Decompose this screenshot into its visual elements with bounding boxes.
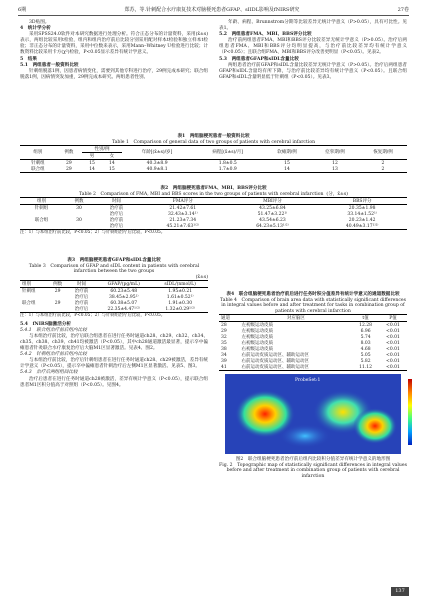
subsection-heading: 5.3 两组患者GFAP和sIDL含量比较 — [219, 56, 299, 62]
table2-block — [20, 186, 407, 236]
cell: 治疗后 — [74, 306, 89, 312]
page-number: 137 — [391, 587, 409, 596]
cell: 60.38±5.07 — [110, 300, 138, 306]
cell: 右前运动皮质运动区、辅助运动区 — [241, 358, 309, 364]
cell: 治疗前 — [109, 217, 124, 223]
cell: 43.25±6.84 — [259, 205, 286, 211]
right-column-bottom — [219, 292, 407, 480]
cell: 治疗后 — [109, 223, 124, 229]
table-header: P值 — [389, 315, 397, 321]
cell: 左初级运动皮质 — [241, 334, 273, 340]
cell: 21.42±7.61 — [169, 205, 197, 211]
cell: 12.28 — [359, 322, 373, 328]
cell: 51.47±3.22¹⁾ — [257, 211, 288, 217]
cell: 治疗前 — [74, 300, 89, 306]
cell: 治疗后 — [74, 294, 89, 300]
cell: 针刺组 — [34, 205, 49, 211]
table-header: FMA评分 — [172, 198, 193, 204]
map-label: ProbeSet:1 — [295, 378, 321, 384]
cell: 30 — [76, 205, 82, 211]
left-column-bottom — [20, 258, 208, 389]
cell: 11.12 — [359, 364, 373, 370]
para: 治疗后患者在进行任务时通道ch28被激活，差异有统计学意义（P<0.05），提示联合组患者M1区积分值高于对照组（P<0.05）。见图4。 — [20, 376, 208, 388]
cell: 左初级运动皮质 — [241, 328, 273, 334]
cell: 60.23±5.48 — [110, 288, 138, 294]
subsection-heading: 5.1 两组患者一般资料比较 — [20, 62, 79, 68]
cell: <0.01 — [386, 328, 400, 334]
article-running-title: 郑苏，等.针刺配合水疗康复技术对脑梗死患者GFAP、sIIDL影响及fNIRS研究 — [124, 7, 300, 13]
issue-label: 6期 — [18, 7, 27, 13]
para: 治疗前两组患者FMA、MBI和BBS评分比较差异无统计学意义（P>0.05）。治疗后两组患者FMA、MBI和BBS评分均明显提高，与治疗前比较差异均有统计学意义（P<0.05）；且联合组FMA、MBI和BBS评分改善更明显（P<0.05）。见表2。 — [219, 38, 407, 56]
subsubsection-heading: 5.4.1 联合组治疗前后组内比较 — [20, 327, 87, 333]
cell: 29 — [54, 288, 61, 294]
cell: 43.54±6.23 — [259, 217, 286, 223]
cell: 41 — [221, 364, 227, 370]
cell: 右初级运动皮质 — [241, 340, 273, 346]
section-heading: 5 结果 — [20, 56, 37, 62]
cell: 40.9±8.1 — [146, 166, 168, 172]
table-header: 恢复期/例 — [373, 150, 393, 156]
cell: 15 — [109, 166, 115, 172]
cell: 15 — [89, 160, 95, 166]
table-header: t值 — [362, 315, 369, 321]
cell: 15 — [284, 160, 290, 166]
cell: 针刺组 — [22, 288, 36, 294]
table3-unit: (x̄±s) — [195, 274, 208, 280]
cell: 14 — [109, 160, 115, 166]
cell: 29 — [54, 300, 61, 306]
table-header: 痉挛期/例 — [325, 150, 345, 156]
cell: 29 — [221, 328, 227, 334]
table-header: 年龄[(x̄±s)/岁] — [141, 150, 173, 156]
cell: <0.01 — [386, 322, 400, 328]
cell: <0.01 — [386, 352, 400, 358]
table4-title-en: Table 4 Comparison of brain area data with statistically significant differences in integral values before and after treatment for tasks in combination group of patients with cerebral infarction — [220, 297, 406, 314]
cell: 1.95±0.21 — [168, 288, 193, 294]
cell: 6.96 — [360, 328, 371, 334]
cell: <0.01 — [386, 340, 400, 346]
cell: 4.68 — [360, 346, 371, 352]
cell: 2 — [381, 160, 385, 166]
para: 3D贴图。 — [29, 20, 50, 25]
table3-title-en: Table 3 Comparison of GFAP and sIDL content in patients with cerebral infarction between the two groups — [28, 263, 200, 275]
table-header: 组别 — [33, 150, 43, 156]
table-header: GFAP/(pg/mL) — [107, 281, 140, 287]
cell: 45.21±7.63¹⁾²⁾ — [166, 223, 200, 229]
para: 年龄、病程、Brunnstrom分期等比较差异无统计学意义（P>0.05），具有可比性。见表1。 — [219, 20, 407, 32]
para: 与本组治疗前比较，治疗后针刺组患者在进行任务时通道ch28、ch29被激活，差异有统计学意义（P<0.05），提示卒中偏瘫患者针刺治疗后左侧M1区显著激活。见表5、图3。 — [20, 358, 208, 370]
table-header: BBS评分 — [352, 198, 372, 204]
left-column-top — [20, 20, 208, 81]
fig2-caption-en: Fig. 2 Topographic map of statistically significant differences in integral values before and after treatment in combination group of patients with cerebral infarction — [219, 462, 407, 480]
cell: 32 — [221, 334, 227, 340]
table4-title: 表4 联合组脑梗死患者治疗前后进行任务时积分值差异有统计学意义的通道数据比较 — [226, 292, 400, 297]
table-header: 例数 — [64, 150, 74, 156]
color-scale-bar — [408, 379, 412, 445]
table2-unit: (分，x̄±s) — [326, 191, 348, 197]
cell: 治疗后 — [109, 211, 124, 217]
cell: 39 — [221, 358, 227, 364]
table-header: 例数 — [74, 198, 84, 204]
cell: 治疗前 — [109, 205, 124, 211]
cell: 1.8±0.5 — [218, 160, 237, 166]
cell: 右前运动皮质运动区、辅助运动区 — [241, 364, 309, 370]
cell: 29 — [66, 160, 72, 166]
cell: 12 — [332, 160, 338, 166]
table-header: MBI评分 — [263, 198, 282, 204]
cell: 20.23±1.42 — [348, 217, 376, 223]
cell: 32.43±3.14¹⁾ — [167, 211, 198, 217]
table1-title: 表1 两组脑梗死患者一般资料比较 — [177, 134, 250, 139]
right-column-top — [219, 20, 407, 81]
cell: 38.45±2.95¹⁾ — [108, 294, 139, 300]
table-header: 通道 — [221, 315, 230, 321]
cell: 35 — [221, 340, 227, 346]
table-row — [20, 223, 407, 229]
cell: 5.74 — [360, 334, 371, 340]
table-header: 病程[(x̄±s)/月] — [212, 150, 244, 156]
table-header: 对应脑区 — [286, 315, 305, 321]
table4 — [219, 314, 407, 371]
table2 — [20, 197, 407, 230]
cell: 1.91±0.30 — [168, 300, 193, 306]
table-row — [20, 166, 407, 172]
cell: 20.35±1.98 — [348, 205, 376, 211]
fig2-caption: 图2 联合组脑梗死患者治疗前后组内比较积分值差异有统计学意义的地形图 — [235, 457, 391, 463]
cell: 1.32±0.29¹⁾²⁾ — [165, 306, 195, 312]
cell: 30 — [76, 217, 82, 223]
table-header: 时间 — [111, 198, 121, 204]
cell: 1.61±0.52¹⁾ — [166, 294, 194, 300]
table1 — [20, 145, 407, 173]
table-header: 女 — [109, 153, 115, 159]
cell: 64.23±5.13¹⁾²⁾ — [256, 223, 289, 229]
cell — [47, 306, 67, 312]
cell: 治疗前 — [74, 288, 89, 294]
cell: 右前运动皮质运动区、辅助运动区 — [241, 352, 309, 358]
cell: 联合组 — [22, 300, 36, 306]
cell: 21.23±7.34 — [169, 217, 197, 223]
cell: 1.7±0.9 — [218, 166, 237, 172]
cell — [63, 223, 95, 229]
section-heading: 4 统计学分析 — [20, 26, 51, 32]
table-header: 性别/例 — [82, 146, 122, 153]
cell: 33.14±1.52¹⁾ — [347, 211, 377, 217]
table-row — [219, 364, 407, 370]
table1-block — [20, 134, 407, 173]
subsection-heading: 5.2 两组患者FMA、MBI、BBS评分比较 — [219, 32, 312, 38]
table-header: 时间 — [76, 281, 86, 287]
cell: 34 — [221, 352, 227, 358]
cell: 28 — [221, 322, 227, 328]
volume-label: 27卷 — [397, 7, 409, 13]
fig2-topographic-map — [225, 374, 401, 454]
cell: 5.05 — [360, 352, 371, 358]
table2-title: 表2 两组脑梗死患者FMA、MBI、BBS评分比较 — [160, 186, 267, 191]
table-header: 男 — [89, 153, 95, 159]
table-header: sIDL/(nmol/L) — [164, 281, 196, 287]
subsubsection-heading: 5.4.3 治疗后两组组间比较 — [20, 370, 78, 376]
table-header: 组别 — [37, 198, 46, 204]
cell — [20, 306, 47, 312]
table-row — [20, 306, 208, 312]
para: 与本组治疗前比较，治疗后联合组患者在进行任务时通道ch28、ch29、ch32、ch34、ch35、ch38、ch39、ch41均被激活（P<0.05），其中ch28通道激活最显著，提示卒中偏瘫患者针灸联合水疗康复治疗后大脑M1区显著激活。见表4、图2。 — [20, 333, 208, 352]
subsubsection-heading: 5.4.2 针刺组治疗前后组内比较 — [20, 352, 87, 358]
cell: 联合组 — [31, 166, 45, 172]
cell: <0.01 — [386, 346, 400, 352]
cell: <0.01 — [386, 334, 400, 340]
table3-title: 表3 两组脑梗死患者GFAP和sIDL含量比较 — [67, 258, 161, 263]
cell: 14 — [284, 166, 290, 172]
table3 — [20, 280, 208, 313]
para: 采用SPSS24.0软件对本研究数据进行处理分析。符合正态分布的计量资料，采用(x̄±s)表示，两组比较采用t检验，组内和组内治疗前后比较分别采用配对样本t检验和独立样本t检验；非正态分布的计量资料，采用中位数来表示，采用Mann–Whitney U检验进行比较；计数资料比较采用卡方(χ²)检验，P<0.05显示差异有统计学意义。 — [20, 32, 208, 56]
table2-note: 注：1）与本组治疗前比较，P<0.05；2）与针刺组治疗后比较，P<0.05。 — [20, 230, 166, 236]
table-header: 例数 — [53, 281, 63, 287]
cell: 5.82 — [360, 358, 371, 364]
cell: 右初级运动皮质 — [241, 346, 273, 352]
cell: 左初级运动皮质 — [241, 322, 273, 328]
table2-title-en-text: Table 2 Comparison of FMA, MBI and BBS scores in the two groups of patients with cerebral infarction — [79, 191, 324, 197]
cell: 40.3±8.9 — [146, 160, 168, 166]
para: 两组患者治疗前GFAP和sIDL含量比较差异无统计学意义（P>0.05）。治疗后两组患者GFAP和sIDL含量均有所下降，与治疗前比较差异均有统计学意义（P<0.05）。且联合组GFAP和sIDL含量明显低于针刺组（P<0.05）。见表3。 — [219, 62, 407, 80]
cell: <0.01 — [386, 364, 400, 370]
cell — [20, 223, 63, 229]
cell: 38 — [221, 346, 227, 352]
table1-title-en: Table 1 Comparison of general data of two groups of patients with cerebral infarction — [111, 139, 316, 145]
table3-note: 注：1）与本组治疗前比较，P<0.05；2）与针刺组治疗后比较，P<0.05。 — [20, 313, 166, 319]
running-header — [18, 6, 409, 16]
cell: 联合组 — [34, 217, 49, 223]
cell: 2 — [381, 166, 385, 172]
cell: 针刺组 — [31, 160, 45, 166]
cell: 14 — [89, 166, 95, 172]
para: 针刺组脱落1例，因患者病情变化，需要到其他专科进行治疗，29例完成本研究；联合组脱落1例，因病情突发加重，29例完成本研究。两组患者性别、 — [20, 68, 208, 80]
table-header: 组别 — [22, 281, 31, 287]
cell: 40.49±3.17¹⁾²⁾ — [345, 223, 379, 229]
cell: 29 — [66, 166, 72, 172]
cell: 13 — [332, 166, 338, 172]
cell: 22.35±4.47¹⁾²⁾ — [107, 306, 140, 312]
table-header: 软瘫期/例 — [277, 150, 297, 156]
cell: <0.01 — [386, 358, 400, 364]
subsection-heading: 5.4 fNIRS脑激活分析 — [20, 321, 72, 327]
cell: 8.03 — [360, 340, 371, 346]
